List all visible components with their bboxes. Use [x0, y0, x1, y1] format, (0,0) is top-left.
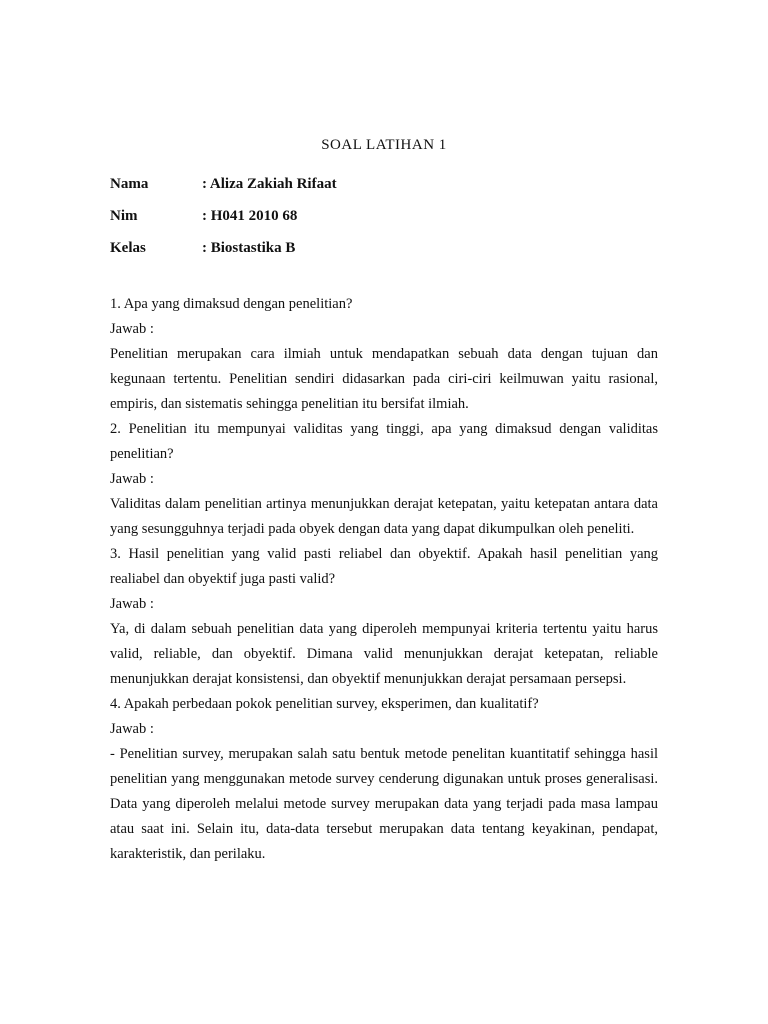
question-text: 3. Hasil penelitian yang valid pasti reliabel dan obyektif. Apakah hasil penelitian yang realiabel dan obyektif juga pasti valid? [110, 546, 658, 587]
info-row-nim [110, 200, 337, 232]
answer-label: Jawab : [110, 596, 154, 612]
answer-label: Jawab : [110, 471, 154, 487]
answer-text: - Penelitian survey, merupakan salah satu bentuk metode penelitan kuantitatif sehingga hasil penelitian yang menggunakan metode survey cenderung digunakan untuk proses generalisasi. Data yang diperoleh melalui metode survey merupakan data yang terjadi pada masa lampau atau saat ini. Selain itu, data-data tersebut merupakan data tentang keyakinan, pendapat, karakteristik, dan perilaku. [110, 746, 658, 862]
student-info [110, 168, 337, 264]
answer-text: Penelitian merupakan cara ilmiah untuk mendapatkan sebuah data dengan tujuan dan kegunaan tertentu. Penelitian sendiri didasarkan pada ciri-ciri keilmuwan yaitu rasional, empiris, dan sistematis sehingga penelitian itu bersifat ilmiah. [110, 346, 658, 412]
info-label: Kelas [110, 239, 146, 256]
answer-text: Validitas dalam penelitian artinya menunjukkan derajat ketepatan, yaitu ketepatan antara data yang sesungguhnya terjadi pada obyek dengan data yang dapat dikumpulkan oleh peneliti. [110, 496, 658, 537]
info-row-nama [110, 168, 337, 200]
questions-section [110, 292, 658, 867]
question-text: 1. Apa yang dimaksud dengan penelitian? [110, 296, 353, 312]
question-text: 2. Penelitian itu mempunyai validitas yang tinggi, apa yang dimaksud dengan validitas penelitian? [110, 421, 658, 462]
answer-label: Jawab : [110, 721, 154, 737]
info-value: : Aliza Zakiah Rifaat [202, 175, 337, 192]
answer-text: Ya, di dalam sebuah penelitian data yang diperoleh mempunyai kriteria tertentu yaitu harus valid, reliable, dan obyektif. Dimana valid menunjukkan derajat ketepatan, reliable menunjukkan derajat konsistensi, dan obyektif menunjukkan derajat persamaan persepsi. [110, 621, 658, 687]
info-value: : H041 2010 68 [202, 207, 298, 224]
info-label: Nama [110, 175, 149, 192]
document-title: SOAL LATIHAN 1 [321, 137, 447, 153]
answer-label: Jawab : [110, 321, 154, 337]
info-label: Nim [110, 207, 138, 224]
info-value: : Biostastika B [202, 239, 296, 256]
info-row-kelas [110, 232, 337, 264]
question-text: 4. Apakah perbedaan pokok penelitian survey, eksperimen, dan kualitatif? [110, 696, 539, 712]
